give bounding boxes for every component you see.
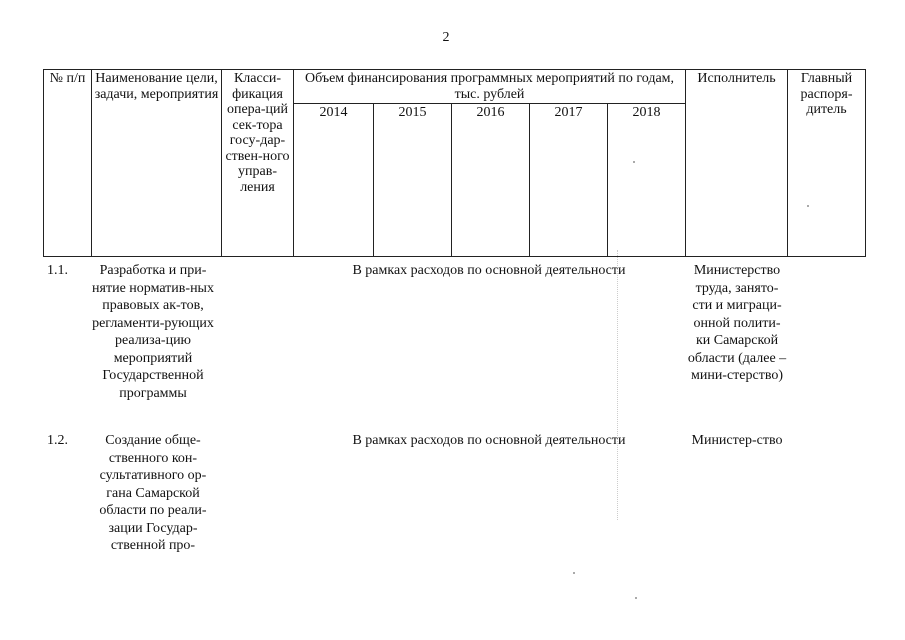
scan-artifact-dot	[633, 161, 635, 163]
page-number: 2	[442, 30, 450, 45]
header-year-2015: 2015	[374, 104, 452, 257]
row-1-2-executor: Министер-ство	[691, 433, 783, 448]
header-year-2018: 2018	[608, 104, 686, 257]
row-1-1-note: В рамках расходов по основной деятельности	[352, 263, 626, 278]
header-name: Наименование цели, задачи, мероприятия	[92, 70, 222, 257]
row-1-1-num: 1.1.	[47, 263, 68, 278]
header-classification: Класси-фикация опера-ций сек-тора госу-дар-ствен-ного управ-ления	[222, 70, 294, 257]
scan-artifact-dot	[807, 205, 809, 207]
header-num: № п/п	[44, 70, 92, 257]
row-1-2-name: Создание обще-ственного кон-сультативного ор-гана Самарской области по реали-зации Государ-ственной про-	[99, 433, 207, 553]
row-1-2-num: 1.2.	[47, 433, 68, 448]
header-funding: Объем финансирования программных мероприятий по годам, тыс. рублей	[294, 70, 686, 104]
header-executor: Исполнитель	[686, 70, 788, 257]
row-1-1-executor: Министерство труда, занято-сти и миграци-онной полити-ки Самарской области (далее – мини-стерство)	[687, 263, 787, 383]
header-year-2014: 2014	[294, 104, 374, 257]
header-year-2016: 2016	[452, 104, 530, 257]
row-1-2-note: В рамках расходов по основной деятельности	[352, 433, 626, 448]
row-1-1-name: Разработка и при-нятие норматив-ных правовых ак-тов, регламенти-рующих реализа-цию мероприятий Государственной программы	[92, 263, 214, 401]
header-year-2017: 2017	[530, 104, 608, 257]
program-table-header	[43, 69, 866, 257]
header-manager: Главный распоря-дитель	[788, 70, 866, 257]
scan-artifact-line	[617, 250, 618, 520]
scan-artifact-dot	[573, 572, 575, 574]
scan-artifact-dot	[635, 597, 637, 599]
